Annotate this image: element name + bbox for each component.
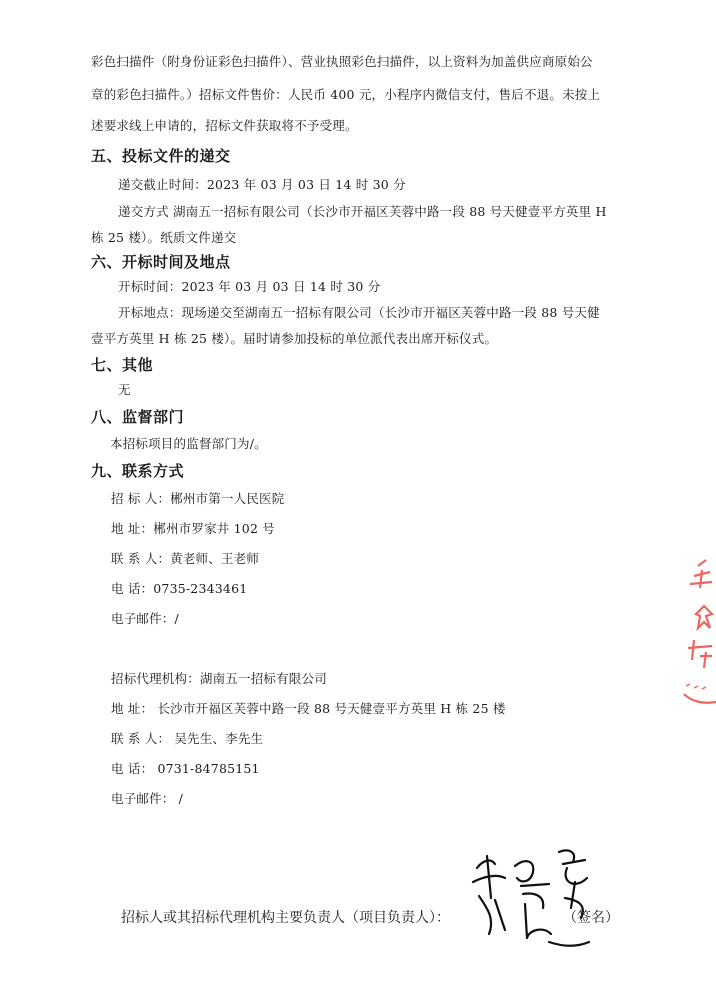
s6-place-line-1: 开标地点：现场递交至湖南五一招标有限公司（长沙市开福区芙蓉中路一段 88 号天健 (118, 305, 600, 320)
agency-address: 地 址： 长沙市开福区芙蓉中路一段 88 号天健壹平方英里 H 栋 25 楼 (111, 701, 506, 716)
s6-time: 开标时间：2023 年 03 月 03 日 14 时 30 分 (118, 279, 381, 294)
signature-suffix: （签名） (563, 910, 619, 926)
intro-line-1: 彩色扫描件（附身份证彩色扫描件）、营业执照彩色扫描件，以上资料为加盖供应商原始公 (91, 54, 593, 69)
s7-content: 无 (118, 382, 131, 397)
s8-content: 本招标项目的监督部门为/。 (110, 436, 267, 451)
agency-contact: 联 系 人： 吴先生、李先生 (111, 731, 264, 746)
s6-place-line-2: 壹平方英里 H 栋 25 楼）。届时请参加投标的单位派代表出席开标仪式。 (91, 331, 498, 346)
tenderer-phone: 电 话：0735-2343461 (111, 581, 248, 596)
section-7-title: 七、其他 (91, 356, 154, 374)
s5-method-line-2: 栋 25 楼）。纸质文件递交 (91, 230, 237, 245)
handwritten-signature-icon (465, 838, 615, 958)
tenderer-address: 地 址：郴州市罗家井 102 号 (111, 521, 275, 536)
section-9-title: 九、联系方式 (91, 462, 185, 480)
agency-phone: 电 话： 0731-84785151 (111, 761, 260, 776)
intro-line-3: 述要求线上申请的，招标文件获取将不予受理。 (91, 118, 358, 133)
section-5-title: 五、投标文件的递交 (91, 147, 231, 165)
section-8-title: 八、监督部门 (91, 408, 185, 426)
agency-name: 招标代理机构：湖南五一招标有限公司 (111, 671, 327, 686)
s5-method-line-1: 递交方式 湖南五一招标有限公司（长沙市开福区芙蓉中路一段 88 号天健壹平方英里 H (118, 204, 607, 219)
s5-deadline: 递交截止时间：2023 年 03 月 03 日 14 时 30 分 (118, 177, 406, 192)
intro-line-2: 章的彩色扫描件。）招标文件售价：人民币 400 元，小程序内微信支付，售后不退。未按上 (91, 87, 601, 102)
tenderer-name: 招 标 人：郴州市第一人民医院 (111, 491, 285, 506)
section-6-title: 六、开标时间及地点 (91, 253, 231, 271)
signature-label: 招标人或其招标代理机构主要负责人（项目负责人）： (121, 910, 450, 926)
red-seal-stamp-icon (676, 556, 716, 726)
tenderer-email: 电子邮件：/ (111, 611, 179, 626)
tenderer-contact: 联 系 人：黄老师、王老师 (111, 551, 260, 566)
agency-email: 电子邮件： / (111, 791, 184, 806)
